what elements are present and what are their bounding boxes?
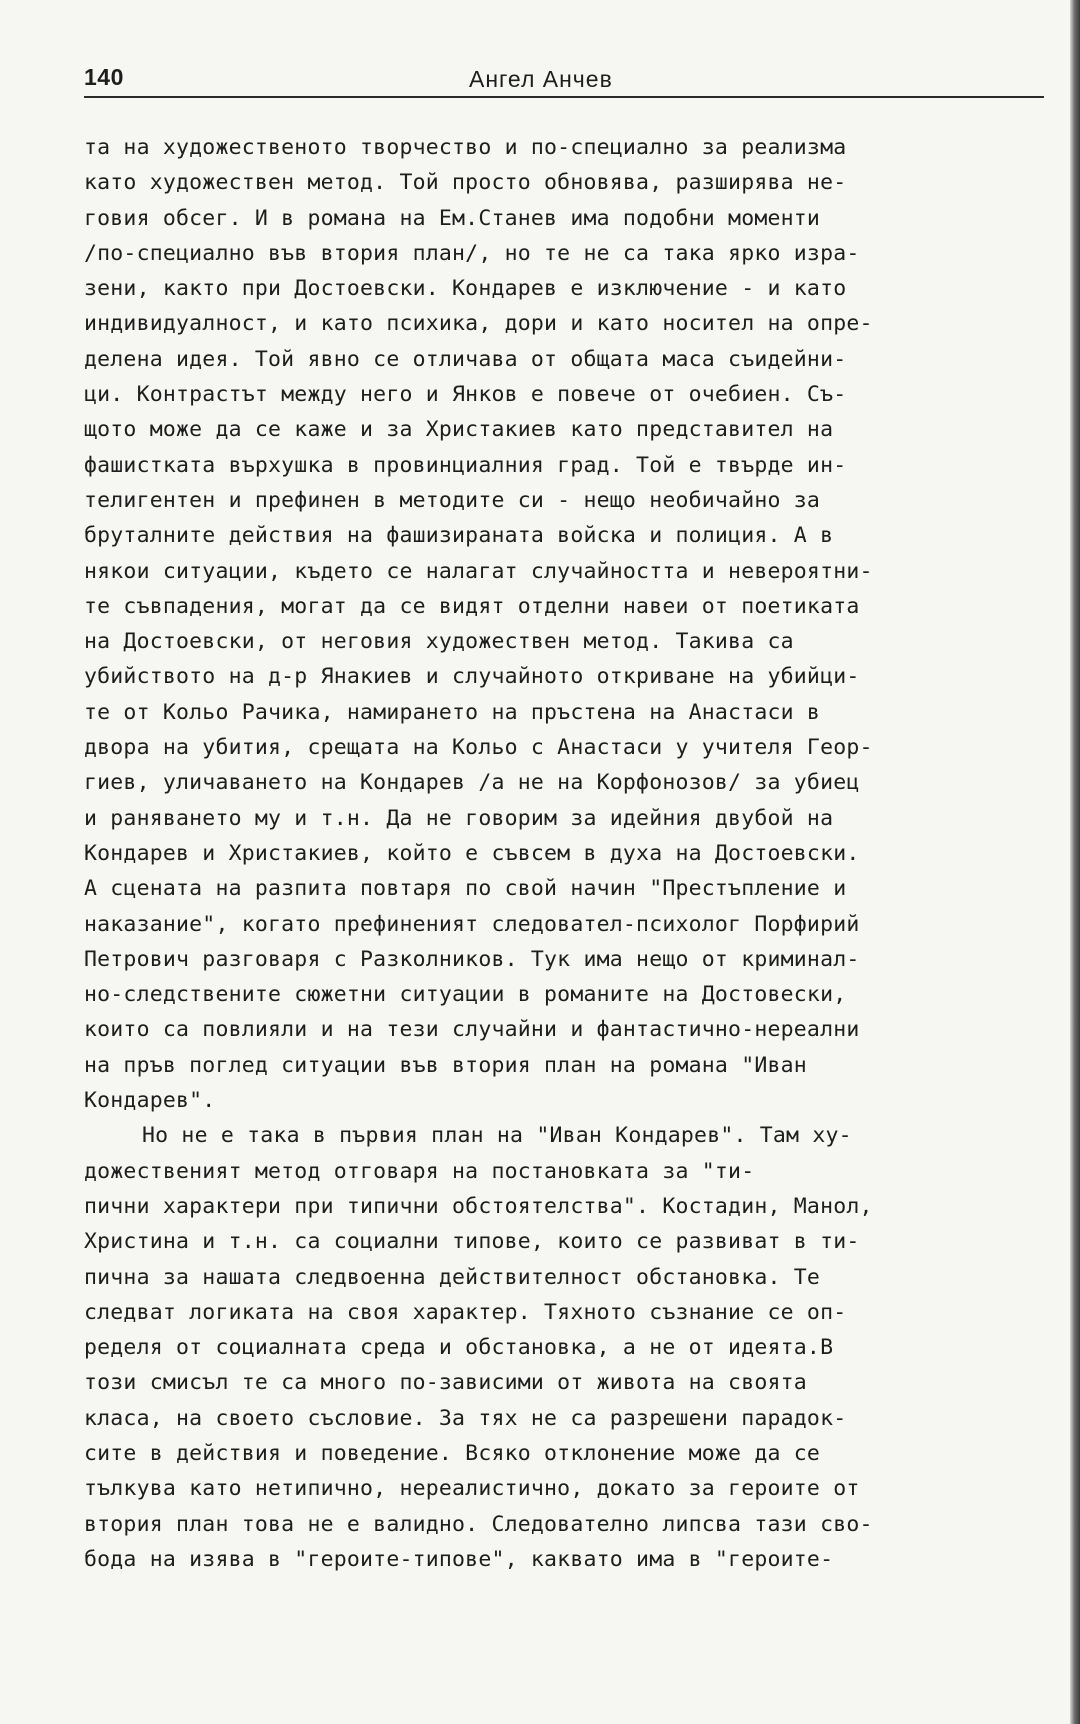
text-line: ци. Контрастът между него и Янков е повече от очебиен. Съ- <box>84 382 847 408</box>
running-header <box>84 58 1044 98</box>
text-line: та на художественото творчество и по-специално за реализма <box>84 135 847 160</box>
text-line: гиев, уличаването на Кондарев /а не на Корфонозов/ за убиец <box>84 770 860 796</box>
text-line: фашистката върхушка в провинциалния град. Той е твърде ин- <box>84 452 847 478</box>
text-line: Христина и т.н. са социални типове, които се развиват в ти- <box>84 1229 860 1255</box>
running-title: Ангел Анчев <box>469 66 613 92</box>
text-line: А сцената на разпита повтаря по свой начин "Престъпление и <box>84 876 847 902</box>
text-line: на пръв поглед ситуации във втория план на романа "Иван <box>84 1052 807 1078</box>
text-line: двора на убития, срещата на Кольо с Анастаси у учителя Геор- <box>84 735 873 761</box>
text-line: някои ситуации, където се налагат случайността и невероятни- <box>84 558 873 584</box>
text-line: /по-специално във втория план/, но те не са така ярко изра- <box>84 240 860 266</box>
page-number: 140 <box>84 64 124 90</box>
text-line: като художествен метод. Той просто обновява, разширява не- <box>84 170 847 196</box>
text-line: на Достоевски, от неговия художествен метод. Такива са <box>84 629 794 655</box>
paragraph <box>84 130 1052 1118</box>
text-line: бруталните действия на фашизираната войска и полиция. А в <box>84 523 834 549</box>
text-line: щото може да се каже и за Христакиев като представител на <box>84 417 834 443</box>
text-line: телигентен и префинен в методите си - нещо необичайно за <box>84 487 821 513</box>
text-line: те съвпадения, могат да се видят отделни навеи от поетиката <box>84 593 860 619</box>
text-line: делена идея. Той явно се отличава от общата маса съидейни- <box>84 346 847 372</box>
text-line: но-следствените сюжетни ситуации в романите на Достовески, <box>84 982 847 1008</box>
text-line: Кондарев и Христакиев, който е съвсем в духа на Достоевски. <box>84 840 860 866</box>
text-line: втория план това не е валидно. Следователно липсва тази сво- <box>84 1511 873 1537</box>
text-line: следват логиката на своя характер. Тяхното съзнание се оп- <box>84 1299 847 1325</box>
text-line: бода на изява в "героите-типове", каквато има в "героите- <box>84 1546 834 1572</box>
text-line: този смисъл те са много по-зависими от живота на своята <box>84 1370 807 1396</box>
text-line: Петрович разговаря с Разколников. Тук има нещо от криминал- <box>84 946 860 972</box>
page-edge-shadow <box>1070 0 1080 1724</box>
text-line: зени, както при Достоевски. Кондарев е изключение - и като <box>84 276 847 302</box>
text-line: Кондарев". <box>84 1088 216 1114</box>
text-line: говия обсег. И в романа на Ем.Станев има подобни моменти <box>84 205 821 231</box>
text-line: наказание", когато префиненият следовател-психолог Порфирий <box>84 911 860 937</box>
text-line: дожественият метод отговаря на постановката за "ти- <box>84 1158 755 1184</box>
text-line: те от Кольо Рачика, намирането на пръстена на Анастаси в <box>84 699 821 725</box>
text-line: пични характери при типични обстоятелства". Костадин, Манол, <box>84 1193 873 1219</box>
text-line: убийството на д-р Янакиев и случайното откриване на убийци- <box>84 664 860 690</box>
text-line: които са повлияли и на тези случайни и фантастично-нереални <box>84 1017 860 1043</box>
text-line: и раняването му и т.н. Да не говорим за идейния двубой на <box>84 805 834 831</box>
text-line: индивидуалност, и като психика, дори и като носител на опре- <box>84 311 873 337</box>
paragraph <box>84 1118 1052 1577</box>
body-text <box>84 130 1052 1577</box>
text-line: Но не е така в първия план на "Иван Кондарев". Там ху- <box>142 1123 852 1149</box>
text-line: пична за нашата следвоенна действителност обстановка. Те <box>84 1264 821 1290</box>
text-line: тълкува като нетипично, нереалистично, докато за героите от <box>84 1476 860 1502</box>
text-line: класа, на своето съсловие. За тях не са разрешени парадок- <box>84 1405 847 1431</box>
text-line: ределя от социалната среда и обстановка, а не от идеята.В <box>84 1335 834 1361</box>
text-line: сите в действия и поведение. Всяко отклонение може да се <box>84 1440 821 1466</box>
